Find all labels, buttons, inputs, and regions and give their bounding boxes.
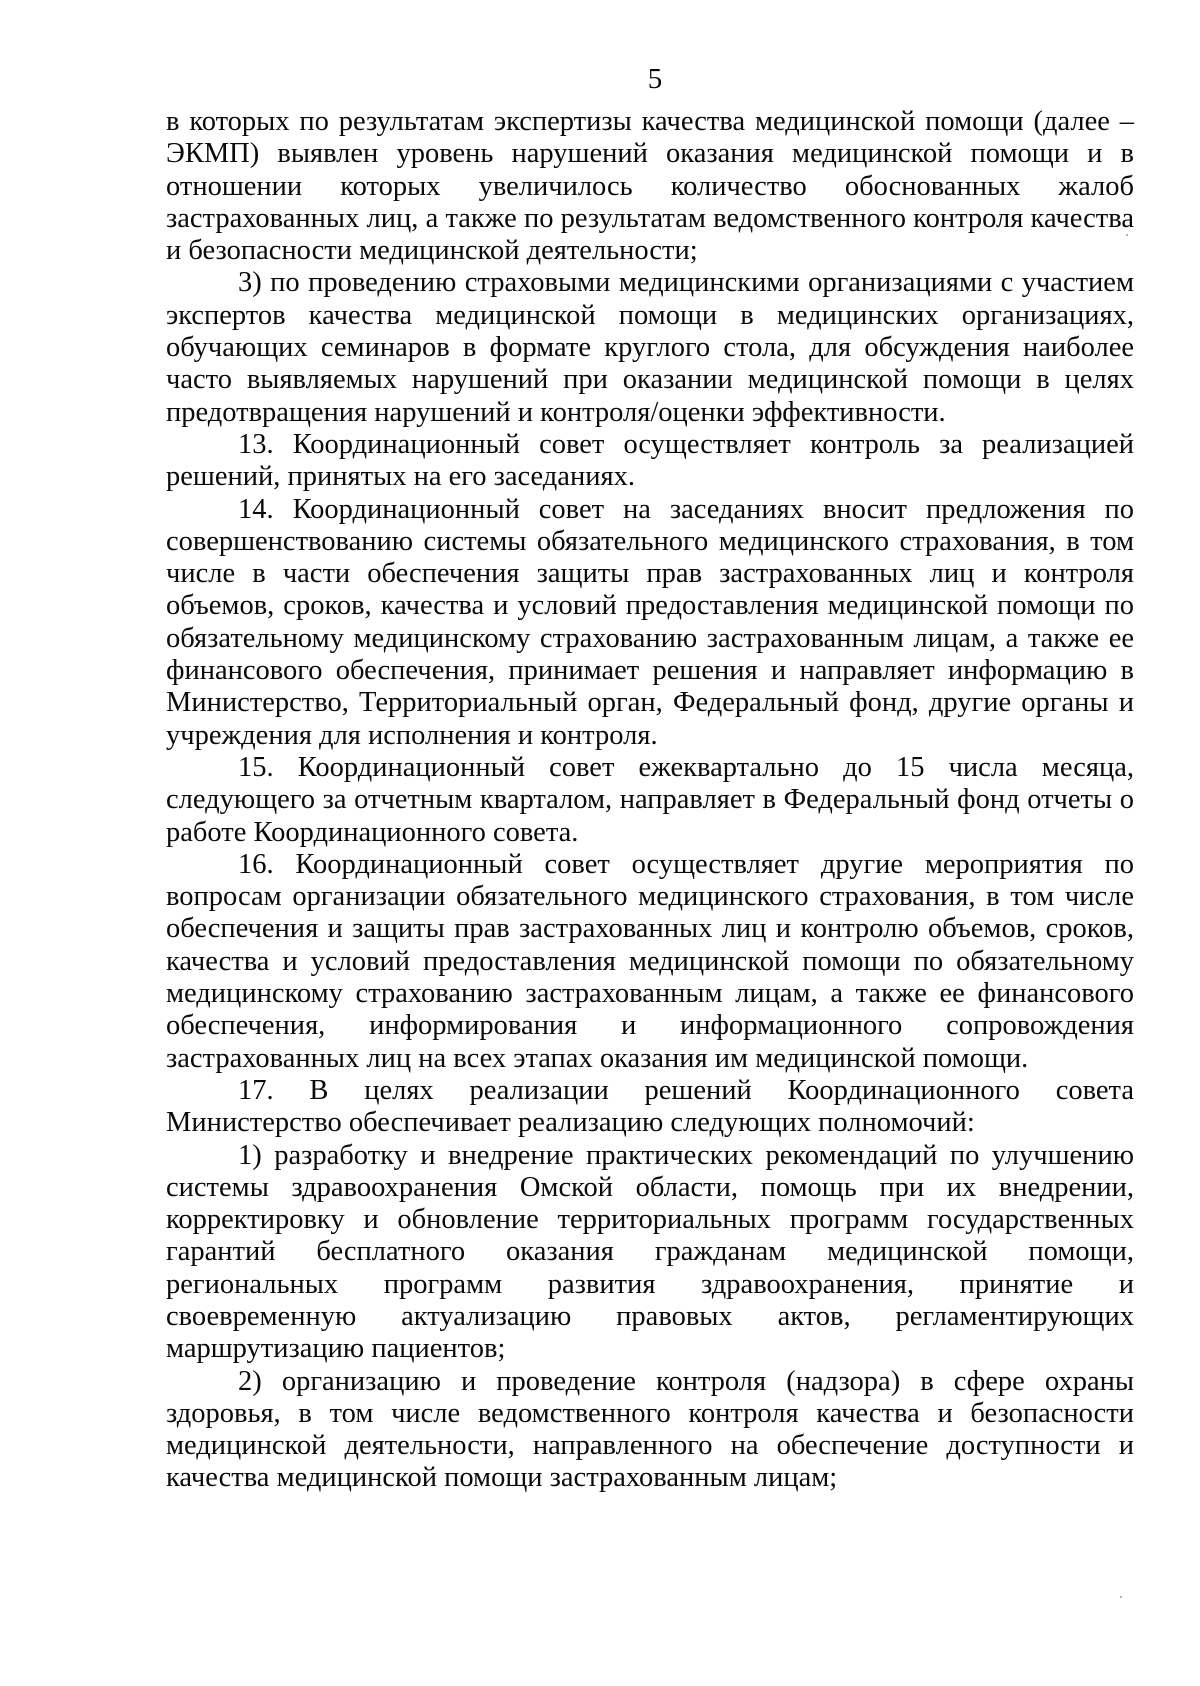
paragraph-16: 16. Координационный совет осуществляет другие мероприятия по вопросам организации обязательного медицинского страхования, в том числе обеспечения и защиты прав застрахованных лиц и контролю объемов, сроков, качества и условий предоставления медицинской помощи по обязательному медицинскому страхованию застрахованным лицам, а также ее финансового обеспечения, информирования и информационного сопровождения застрахованных лиц на всех этапах оказания им медицинской помощи.	[166, 848, 1134, 1074]
paragraph-17: 17. В целях реализации решений Координационного совета Министерство обеспечивает реализацию следующих полномочий:	[166, 1074, 1134, 1139]
paragraph-item-3: 3) по проведению страховыми медицинскими организациями с участием экспертов качества медицинской помощи в медицинских организациях, обучающих семинаров в формате круглого стола, для обсуждения наиболее часто выявляемых нарушений при оказании медицинской помощи в целях предотвращения нарушений и контроля/оценки эффективности.	[166, 267, 1134, 428]
paragraph-13: 13. Координационный совет осуществляет контроль за реализацией решений, принятых на его заседаниях.	[166, 428, 1134, 493]
page-number: 5	[647, 63, 663, 95]
scan-speck	[1126, 234, 1128, 236]
document-body	[166, 106, 1134, 1495]
paragraph-17-item-1: 1) разработку и внедрение практических рекомендаций по улучшению системы здравоохранения Омской области, помощь при их внедрении, корректировку и обновление территориальных программ государственных гарантий бесплатного оказания гражданам медицинской помощи, региональных программ развития здравоохранения, принятие и своевременную актуализацию правовых актов, регламентирующих маршрутизацию пациентов;	[166, 1139, 1134, 1365]
paragraph-14: 14. Координационный совет на заседаниях вносит предложения по совершенствованию системы обязательного медицинского страхования, в том числе в части обеспечения защиты прав застрахованных лиц и контроля объемов, сроков, качества и условий предоставления медицинской помощи по обязательному медицинскому страхованию застрахованным лицам, а также ее финансового обеспечения, принимает решения и направляет информацию в Министерство, Территориальный орган, Федеральный фонд, другие органы и учреждения для исполнения и контроля.	[166, 493, 1134, 751]
paragraph-17-item-2: 2) организацию и проведение контроля (надзора) в сфере охраны здоровья, в том числе ведомственного контроля качества и безопасности медицинской деятельности, направленного на обеспечение доступности и качества медицинской помощи застрахованным лицам;	[166, 1365, 1134, 1494]
paragraph-15: 15. Координационный совет ежеквартально до 15 числа месяца, следующего за отчетным кварталом, направляет в Федеральный фонд отчеты о работе Координационного совета.	[166, 751, 1134, 848]
paragraph-continuation: в которых по результатам экспертизы качества медицинской помощи (далее – ЭКМП) выявлен уровень нарушений оказания медицинской помощи и в отношении которых увеличилось количество обоснованных жалоб застрахованных лиц, а также по результатам ведомственного контроля качества и безопасности медицинской деятельности;	[166, 106, 1134, 267]
scan-speck	[1120, 1596, 1122, 1598]
